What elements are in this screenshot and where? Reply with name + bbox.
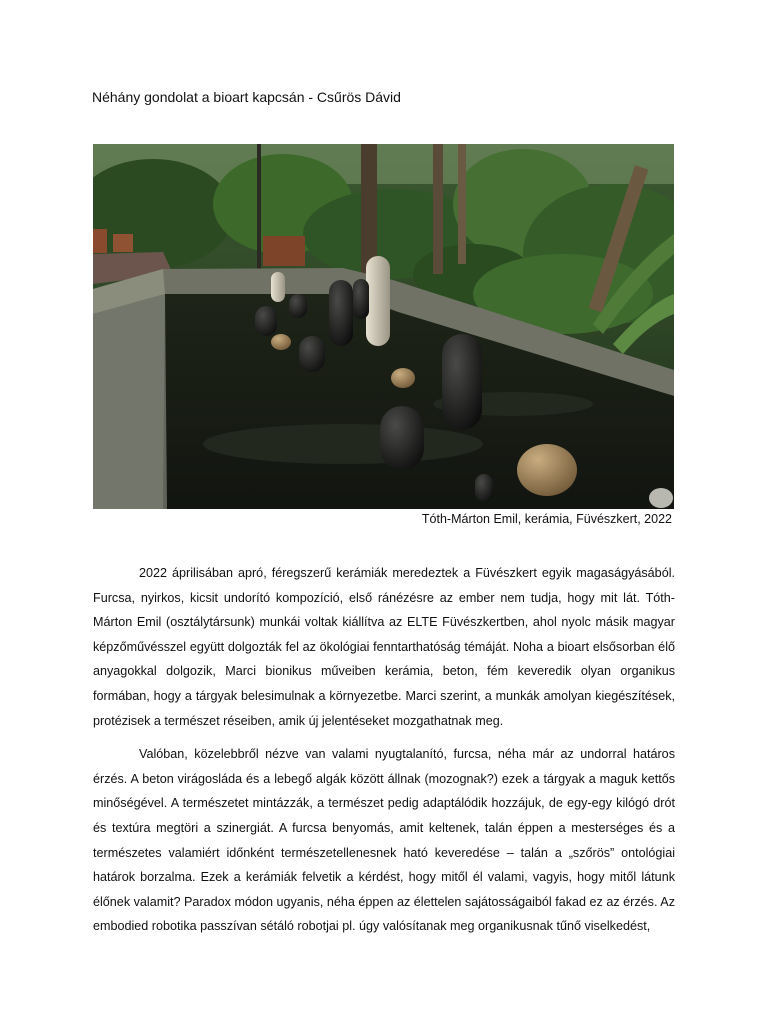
paragraph-1: 2022 áprilisában apró, féregszerű kerámiák meredeztek a Füvészkert egyik magaságyásából. Furcsa, nyirkos, kicsit undorító kompozíció, első ránézésre az ember nem tudja, hogy mit lát. Tóth-Márton Emil (osztálytársunk) munkái voltak kiállítva az ELTE Füvészkertben, ahol nyolc másik magyar képzőművésszel együtt dolgozták fel az ökológiai fenntarthatóság témáját. Noha a bioart elsősorban élő anyagokkal dolgozik, Marci bionikus műveiben kerámia, beton, fém keveredik olyan organikus formában, hogy a tárgyak belesimulnak a környezetbe. Marci szerint, a munkák amolyan kiegészítések, protézisek a természet réseiben, amik új jelentéseket mozgathatnak meg.	[93, 566, 675, 728]
artwork-photo	[93, 144, 674, 509]
paragraph-2: Valóban, közelebbről nézve van valami nyugtalanító, furcsa, néha már az undorral határos érzés. A beton virágosláda és a lebegő algák között állnak (mozognak?) ezek a tárgyak a maguk kettős minőségével. A természetet mintázzák, a természet pedig adaptálódik hozzájuk, de egy-egy kilógó drót és textúra megtöri a szinergiát. A furcsa benyomás, amit keltenek, talán éppen a mesterséges és a természetes valamiért időnként természetellenesnek ható keveredése – talán a „szőrös” ontológiai határok borzalma. Ezek a kerámiák felvetik a kérdést, hogy mitől él valami, vagyis, hogy mitől látunk élőnek valamit? Paradox módon ugyanis, néha éppen az élettelen sajátosságaiból fakad ez az érzés. Az embodied robotika passzívan sétáló robotjai pl. úgy valósítanak meg organikusnak tűnő viselkedést,	[93, 747, 675, 934]
photo-caption: Tóth-Márton Emil, kerámia, Füvészkert, 2022	[421, 512, 672, 526]
document-title: Néhány gondolat a bioart kapcsán - Csűrös Dávid	[92, 89, 401, 105]
article-body	[93, 561, 675, 948]
